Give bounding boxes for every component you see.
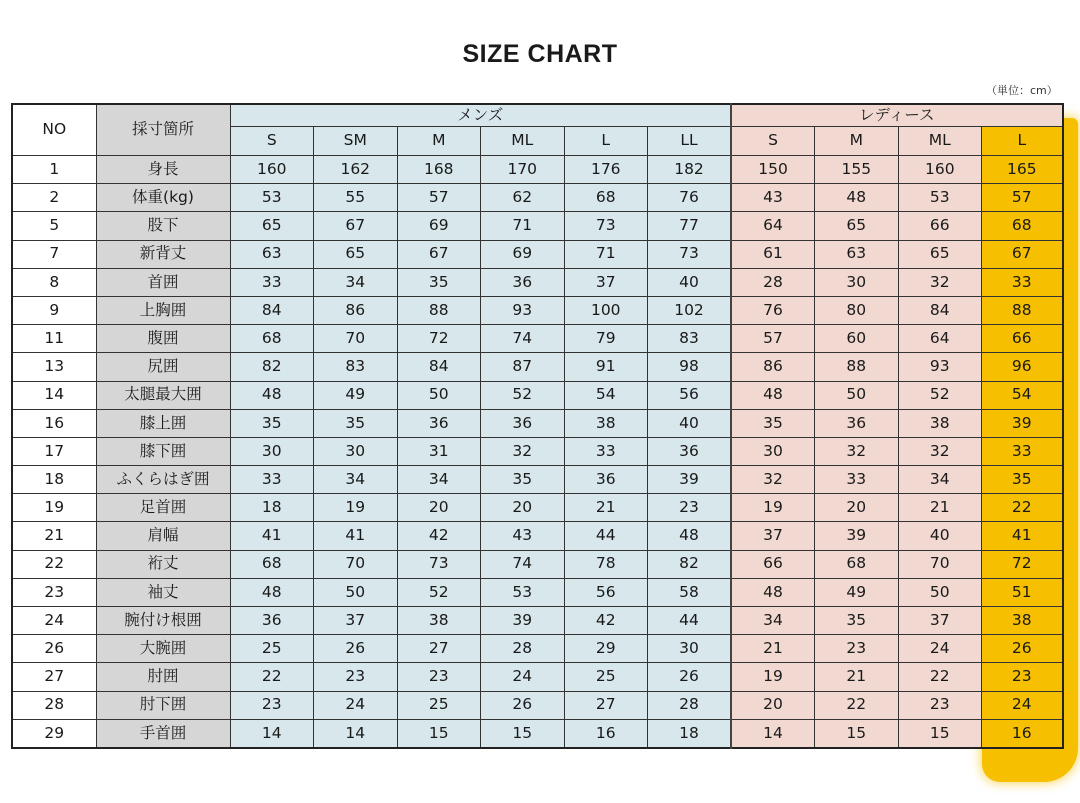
- table-row: [12, 494, 1063, 522]
- ladies-size-header: ML: [898, 127, 982, 156]
- ladies-value-cell: 15: [815, 719, 899, 748]
- mens-value-cell: 20: [397, 494, 481, 522]
- ladies-group-header: レディース: [731, 104, 1063, 127]
- mens-value-cell: 35: [397, 268, 481, 296]
- ladies-size-header: S: [731, 127, 815, 156]
- mens-value-cell: 31: [397, 437, 481, 465]
- mens-value-cell: 52: [397, 578, 481, 606]
- mens-value-cell: 50: [314, 578, 398, 606]
- measurement-part: 膝下囲: [96, 437, 230, 465]
- mens-value-cell: 39: [648, 466, 732, 494]
- mens-value-cell: 38: [564, 409, 648, 437]
- mens-value-cell: 33: [564, 437, 648, 465]
- ladies-value-cell: 76: [731, 296, 815, 324]
- mens-value-cell: 19: [314, 494, 398, 522]
- table-row: [12, 635, 1063, 663]
- ladies-value-cell: 84: [898, 296, 982, 324]
- ladies-value-cell: 48: [731, 578, 815, 606]
- ladies-value-cell: 36: [815, 409, 899, 437]
- ladies-value-cell: 20: [815, 494, 899, 522]
- ladies-value-cell: 35: [731, 409, 815, 437]
- mens-value-cell: 77: [648, 212, 732, 240]
- ladies-size-header-highlighted: L: [982, 127, 1063, 156]
- mens-value-cell: 33: [230, 466, 314, 494]
- mens-value-cell: 84: [397, 353, 481, 381]
- ladies-value-cell-highlighted: 57: [982, 184, 1063, 212]
- mens-size-header: LL: [648, 127, 732, 156]
- ladies-value-cell: 64: [731, 212, 815, 240]
- measurement-part: 股下: [96, 212, 230, 240]
- measurement-part: 裄丈: [96, 550, 230, 578]
- mens-value-cell: 42: [564, 607, 648, 635]
- mens-value-cell: 53: [230, 184, 314, 212]
- mens-value-cell: 25: [564, 663, 648, 691]
- mens-value-cell: 70: [314, 550, 398, 578]
- table-row: [12, 409, 1063, 437]
- ladies-value-cell: 37: [731, 522, 815, 550]
- size-chart-body: [12, 156, 1063, 748]
- measurement-part: 首囲: [96, 268, 230, 296]
- measurement-part: 腹囲: [96, 325, 230, 353]
- ladies-value-cell: 50: [815, 381, 899, 409]
- ladies-value-cell: 65: [815, 212, 899, 240]
- mens-value-cell: 62: [481, 184, 565, 212]
- ladies-value-cell-highlighted: 33: [982, 268, 1063, 296]
- mens-value-cell: 70: [314, 325, 398, 353]
- ladies-value-cell-highlighted: 38: [982, 607, 1063, 635]
- unit-note: （単位：cm）: [986, 84, 1058, 97]
- mens-value-cell: 91: [564, 353, 648, 381]
- mens-value-cell: 100: [564, 296, 648, 324]
- mens-value-cell: 23: [314, 663, 398, 691]
- mens-value-cell: 25: [230, 635, 314, 663]
- mens-value-cell: 20: [481, 494, 565, 522]
- ladies-value-cell-highlighted: 35: [982, 466, 1063, 494]
- mens-value-cell: 83: [314, 353, 398, 381]
- ladies-value-cell: 66: [731, 550, 815, 578]
- row-number: 28: [12, 691, 96, 719]
- ladies-value-cell: 43: [731, 184, 815, 212]
- ladies-value-cell: 68: [815, 550, 899, 578]
- row-number: 7: [12, 240, 96, 268]
- measurement-part: 大腕囲: [96, 635, 230, 663]
- mens-value-cell: 182: [648, 156, 732, 184]
- ladies-value-cell-highlighted: 67: [982, 240, 1063, 268]
- ladies-value-cell: 50: [898, 578, 982, 606]
- ladies-value-cell-highlighted: 96: [982, 353, 1063, 381]
- ladies-value-cell: 22: [815, 691, 899, 719]
- mens-value-cell: 35: [314, 409, 398, 437]
- mens-value-cell: 36: [397, 409, 481, 437]
- row-number: 26: [12, 635, 96, 663]
- mens-value-cell: 53: [481, 578, 565, 606]
- ladies-value-cell: 160: [898, 156, 982, 184]
- ladies-value-cell: 40: [898, 522, 982, 550]
- mens-value-cell: 26: [648, 663, 732, 691]
- table-row: [12, 268, 1063, 296]
- mens-value-cell: 82: [230, 353, 314, 381]
- mens-value-cell: 55: [314, 184, 398, 212]
- mens-value-cell: 48: [230, 578, 314, 606]
- ladies-value-cell: 28: [731, 268, 815, 296]
- measurement-part: ふくらはぎ囲: [96, 466, 230, 494]
- ladies-value-cell: 80: [815, 296, 899, 324]
- measurement-part: 尻囲: [96, 353, 230, 381]
- ladies-value-cell: 155: [815, 156, 899, 184]
- mens-value-cell: 30: [230, 437, 314, 465]
- table-row: [12, 437, 1063, 465]
- mens-value-cell: 40: [648, 409, 732, 437]
- mens-value-cell: 65: [314, 240, 398, 268]
- mens-value-cell: 23: [230, 691, 314, 719]
- row-number: 29: [12, 719, 96, 748]
- measurement-part: 袖丈: [96, 578, 230, 606]
- ladies-value-cell-highlighted: 26: [982, 635, 1063, 663]
- mens-size-header: M: [397, 127, 481, 156]
- mens-value-cell: 36: [481, 268, 565, 296]
- table-row: [12, 607, 1063, 635]
- ladies-value-cell: 65: [898, 240, 982, 268]
- ladies-value-cell: 64: [898, 325, 982, 353]
- ladies-value-cell: 22: [898, 663, 982, 691]
- table-row: [12, 353, 1063, 381]
- ladies-value-cell: 21: [815, 663, 899, 691]
- mens-value-cell: 24: [481, 663, 565, 691]
- mens-value-cell: 37: [314, 607, 398, 635]
- ladies-value-cell: 34: [731, 607, 815, 635]
- mens-value-cell: 18: [230, 494, 314, 522]
- row-number: 2: [12, 184, 96, 212]
- ladies-value-cell: 35: [815, 607, 899, 635]
- ladies-value-cell: 34: [898, 466, 982, 494]
- mens-value-cell: 73: [564, 212, 648, 240]
- mens-value-cell: 93: [481, 296, 565, 324]
- table-row: [12, 522, 1063, 550]
- ladies-value-cell-highlighted: 22: [982, 494, 1063, 522]
- mens-value-cell: 34: [314, 268, 398, 296]
- measurement-part: 上胸囲: [96, 296, 230, 324]
- ladies-size-header: M: [815, 127, 899, 156]
- mens-value-cell: 65: [230, 212, 314, 240]
- ladies-value-cell: 66: [898, 212, 982, 240]
- measurement-part: 体重(kg): [96, 184, 230, 212]
- row-number: 22: [12, 550, 96, 578]
- mens-size-header: ML: [481, 127, 565, 156]
- mens-value-cell: 74: [481, 550, 565, 578]
- table-row: [12, 466, 1063, 494]
- measurement-part: 肩幅: [96, 522, 230, 550]
- mens-value-cell: 40: [648, 268, 732, 296]
- mens-value-cell: 15: [481, 719, 565, 748]
- mens-value-cell: 54: [564, 381, 648, 409]
- mens-value-cell: 28: [648, 691, 732, 719]
- ladies-value-cell-highlighted: 23: [982, 663, 1063, 691]
- measurement-part: 太腿最大囲: [96, 381, 230, 409]
- measurement-part: 身長: [96, 156, 230, 184]
- ladies-value-cell-highlighted: 54: [982, 381, 1063, 409]
- mens-value-cell: 74: [481, 325, 565, 353]
- ladies-value-cell: 86: [731, 353, 815, 381]
- ladies-value-cell: 14: [731, 719, 815, 748]
- mens-value-cell: 68: [564, 184, 648, 212]
- table-row: [12, 184, 1063, 212]
- ladies-value-cell: 23: [898, 691, 982, 719]
- mens-value-cell: 76: [648, 184, 732, 212]
- mens-value-cell: 35: [481, 466, 565, 494]
- ladies-value-cell: 61: [731, 240, 815, 268]
- ladies-value-cell-highlighted: 39: [982, 409, 1063, 437]
- mens-value-cell: 63: [230, 240, 314, 268]
- table-row: [12, 691, 1063, 719]
- mens-value-cell: 67: [314, 212, 398, 240]
- mens-value-cell: 84: [230, 296, 314, 324]
- ladies-value-cell: 48: [731, 381, 815, 409]
- mens-group-header: メンズ: [230, 104, 731, 127]
- ladies-value-cell: 21: [898, 494, 982, 522]
- mens-value-cell: 15: [397, 719, 481, 748]
- mens-value-cell: 83: [648, 325, 732, 353]
- mens-value-cell: 30: [314, 437, 398, 465]
- mens-value-cell: 170: [481, 156, 565, 184]
- mens-value-cell: 72: [397, 325, 481, 353]
- mens-value-cell: 36: [230, 607, 314, 635]
- measurement-part: 手首囲: [96, 719, 230, 748]
- mens-value-cell: 68: [230, 550, 314, 578]
- ladies-value-cell-highlighted: 68: [982, 212, 1063, 240]
- mens-value-cell: 42: [397, 522, 481, 550]
- ladies-value-cell-highlighted: 41: [982, 522, 1063, 550]
- mens-value-cell: 14: [230, 719, 314, 748]
- row-number: 17: [12, 437, 96, 465]
- mens-value-cell: 43: [481, 522, 565, 550]
- ladies-value-cell: 32: [731, 466, 815, 494]
- measurement-part: 腕付け根囲: [96, 607, 230, 635]
- mens-value-cell: 34: [314, 466, 398, 494]
- measurement-part: 肘下囲: [96, 691, 230, 719]
- table-row: [12, 550, 1063, 578]
- ladies-value-cell-highlighted: 72: [982, 550, 1063, 578]
- ladies-value-cell: 21: [731, 635, 815, 663]
- mens-value-cell: 41: [230, 522, 314, 550]
- mens-value-cell: 14: [314, 719, 398, 748]
- mens-value-cell: 23: [397, 663, 481, 691]
- ladies-value-cell: 52: [898, 381, 982, 409]
- ladies-value-cell: 15: [898, 719, 982, 748]
- row-number: 9: [12, 296, 96, 324]
- mens-value-cell: 30: [648, 635, 732, 663]
- row-number: 19: [12, 494, 96, 522]
- page-title: SIZE CHART: [462, 40, 618, 68]
- table-row: [12, 240, 1063, 268]
- mens-value-cell: 57: [397, 184, 481, 212]
- mens-value-cell: 39: [481, 607, 565, 635]
- mens-value-cell: 32: [481, 437, 565, 465]
- mens-value-cell: 36: [648, 437, 732, 465]
- group-header-row: [12, 104, 1063, 127]
- mens-value-cell: 37: [564, 268, 648, 296]
- measurement-part: 肘囲: [96, 663, 230, 691]
- ladies-value-cell-highlighted: 33: [982, 437, 1063, 465]
- mens-value-cell: 176: [564, 156, 648, 184]
- measurement-part: 足首囲: [96, 494, 230, 522]
- row-number: 18: [12, 466, 96, 494]
- row-number: 13: [12, 353, 96, 381]
- mens-value-cell: 71: [481, 212, 565, 240]
- mens-value-cell: 73: [397, 550, 481, 578]
- mens-value-cell: 29: [564, 635, 648, 663]
- measurement-part: 膝上囲: [96, 409, 230, 437]
- mens-value-cell: 27: [397, 635, 481, 663]
- ladies-value-cell: 60: [815, 325, 899, 353]
- ladies-value-cell-highlighted: 88: [982, 296, 1063, 324]
- mens-value-cell: 35: [230, 409, 314, 437]
- ladies-value-cell: 19: [731, 494, 815, 522]
- ladies-value-cell-highlighted: 51: [982, 578, 1063, 606]
- mens-value-cell: 26: [481, 691, 565, 719]
- ladies-value-cell: 33: [815, 466, 899, 494]
- ladies-value-cell: 30: [731, 437, 815, 465]
- ladies-value-cell-highlighted: 24: [982, 691, 1063, 719]
- mens-value-cell: 24: [314, 691, 398, 719]
- mens-value-cell: 48: [648, 522, 732, 550]
- size-chart-table: [11, 103, 1064, 749]
- table-row: [12, 719, 1063, 748]
- row-number: 23: [12, 578, 96, 606]
- mens-value-cell: 78: [564, 550, 648, 578]
- measurement-part-header: 採寸箇所: [96, 104, 230, 156]
- ladies-value-cell-highlighted: 165: [982, 156, 1063, 184]
- mens-value-cell: 67: [397, 240, 481, 268]
- ladies-value-cell: 88: [815, 353, 899, 381]
- ladies-value-cell: 48: [815, 184, 899, 212]
- ladies-value-cell: 32: [898, 437, 982, 465]
- mens-value-cell: 48: [230, 381, 314, 409]
- row-number: 11: [12, 325, 96, 353]
- ladies-value-cell: 37: [898, 607, 982, 635]
- mens-size-header: SM: [314, 127, 398, 156]
- mens-value-cell: 73: [648, 240, 732, 268]
- ladies-value-cell: 38: [898, 409, 982, 437]
- table-row: [12, 212, 1063, 240]
- mens-value-cell: 69: [397, 212, 481, 240]
- row-number: 16: [12, 409, 96, 437]
- mens-value-cell: 168: [397, 156, 481, 184]
- row-number: 5: [12, 212, 96, 240]
- mens-value-cell: 21: [564, 494, 648, 522]
- mens-value-cell: 18: [648, 719, 732, 748]
- row-number: 27: [12, 663, 96, 691]
- mens-value-cell: 25: [397, 691, 481, 719]
- ladies-value-cell: 53: [898, 184, 982, 212]
- ladies-value-cell: 70: [898, 550, 982, 578]
- mens-value-cell: 162: [314, 156, 398, 184]
- ladies-value-cell: 24: [898, 635, 982, 663]
- table-row: [12, 663, 1063, 691]
- mens-value-cell: 56: [648, 381, 732, 409]
- ladies-value-cell: 32: [898, 268, 982, 296]
- measurement-part: 新背丈: [96, 240, 230, 268]
- mens-size-header: S: [230, 127, 314, 156]
- no-header: NO: [12, 104, 96, 156]
- ladies-value-cell: 49: [815, 578, 899, 606]
- ladies-value-cell: 23: [815, 635, 899, 663]
- mens-value-cell: 36: [481, 409, 565, 437]
- mens-value-cell: 34: [397, 466, 481, 494]
- mens-value-cell: 26: [314, 635, 398, 663]
- table-row: [12, 325, 1063, 353]
- ladies-value-cell: 30: [815, 268, 899, 296]
- mens-value-cell: 41: [314, 522, 398, 550]
- table-row: [12, 381, 1063, 409]
- mens-value-cell: 79: [564, 325, 648, 353]
- mens-value-cell: 68: [230, 325, 314, 353]
- row-number: 8: [12, 268, 96, 296]
- mens-value-cell: 36: [564, 466, 648, 494]
- ladies-value-cell: 63: [815, 240, 899, 268]
- mens-value-cell: 23: [648, 494, 732, 522]
- mens-value-cell: 86: [314, 296, 398, 324]
- mens-value-cell: 28: [481, 635, 565, 663]
- mens-value-cell: 44: [648, 607, 732, 635]
- mens-value-cell: 22: [230, 663, 314, 691]
- mens-value-cell: 102: [648, 296, 732, 324]
- mens-value-cell: 27: [564, 691, 648, 719]
- mens-value-cell: 71: [564, 240, 648, 268]
- ladies-value-cell: 32: [815, 437, 899, 465]
- row-number: 21: [12, 522, 96, 550]
- mens-value-cell: 88: [397, 296, 481, 324]
- ladies-value-cell: 39: [815, 522, 899, 550]
- mens-value-cell: 56: [564, 578, 648, 606]
- mens-value-cell: 69: [481, 240, 565, 268]
- mens-value-cell: 38: [397, 607, 481, 635]
- row-number: 14: [12, 381, 96, 409]
- mens-value-cell: 82: [648, 550, 732, 578]
- row-number: 24: [12, 607, 96, 635]
- mens-size-header: L: [564, 127, 648, 156]
- row-number: 1: [12, 156, 96, 184]
- ladies-value-cell: 20: [731, 691, 815, 719]
- mens-value-cell: 16: [564, 719, 648, 748]
- mens-value-cell: 44: [564, 522, 648, 550]
- ladies-value-cell: 19: [731, 663, 815, 691]
- mens-value-cell: 160: [230, 156, 314, 184]
- table-row: [12, 578, 1063, 606]
- mens-value-cell: 50: [397, 381, 481, 409]
- mens-value-cell: 33: [230, 268, 314, 296]
- mens-value-cell: 98: [648, 353, 732, 381]
- ladies-value-cell: 150: [731, 156, 815, 184]
- mens-value-cell: 58: [648, 578, 732, 606]
- table-row: [12, 296, 1063, 324]
- mens-value-cell: 52: [481, 381, 565, 409]
- ladies-value-cell: 57: [731, 325, 815, 353]
- ladies-value-cell-highlighted: 66: [982, 325, 1063, 353]
- mens-value-cell: 87: [481, 353, 565, 381]
- mens-value-cell: 49: [314, 381, 398, 409]
- ladies-value-cell: 93: [898, 353, 982, 381]
- ladies-value-cell-highlighted: 16: [982, 719, 1063, 748]
- table-row: [12, 156, 1063, 184]
